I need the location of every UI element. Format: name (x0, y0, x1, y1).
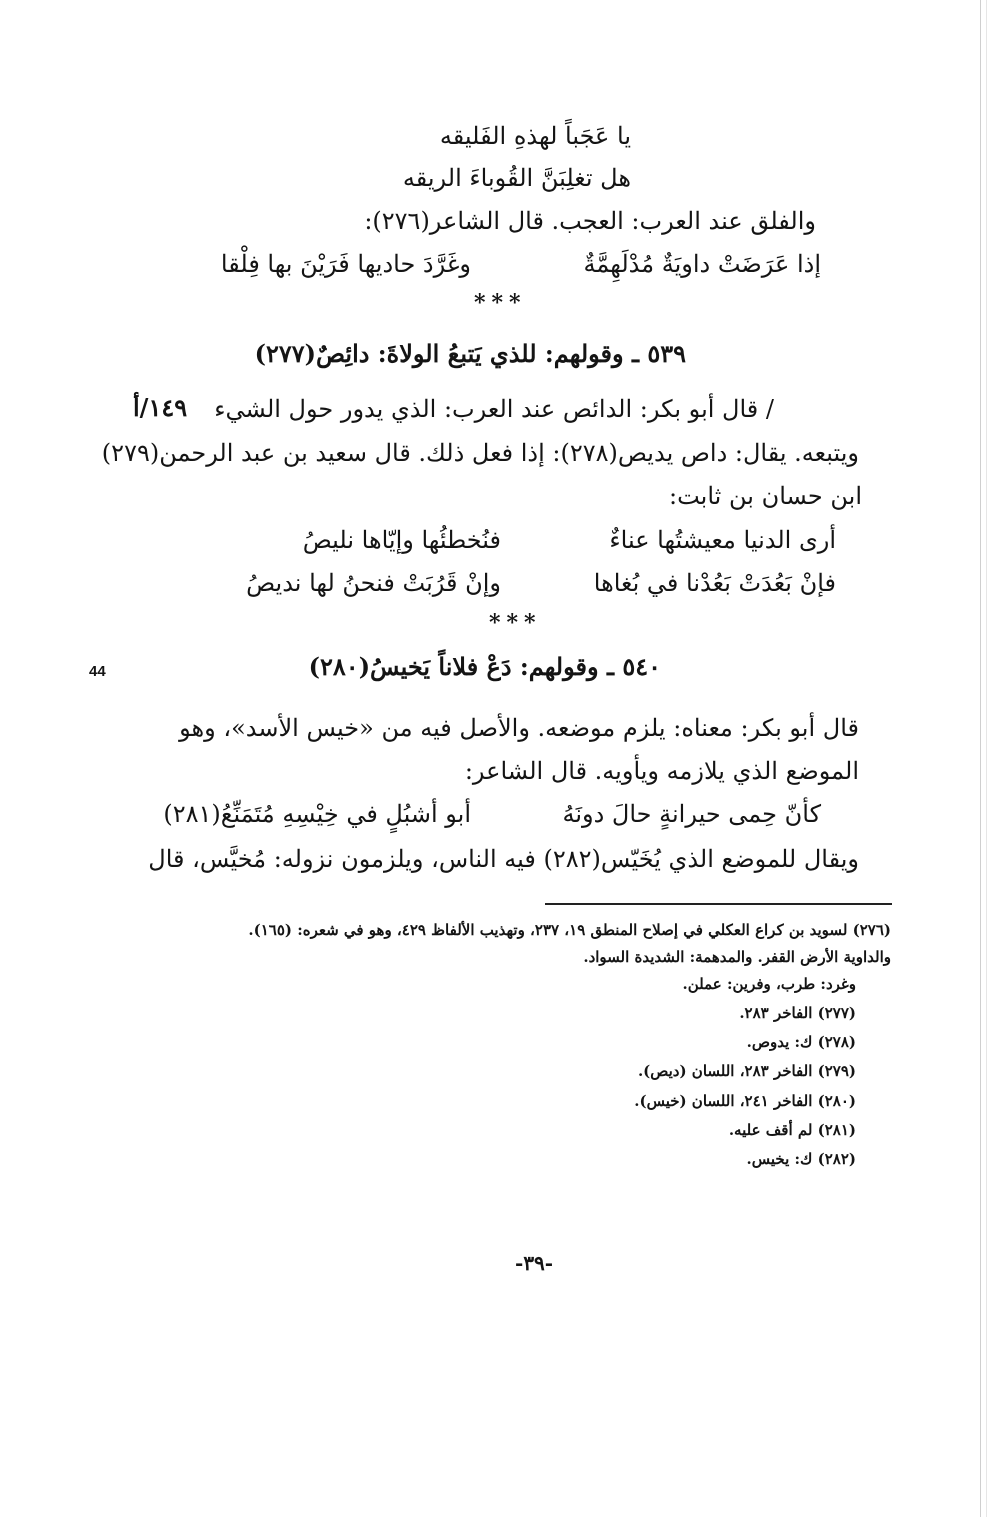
entry-540-line-3: ويقال للموضع الذي يُخَيّس(٢٨٢) فيه الناس، ويلزمون نزوله: مُخيَّس، قال (148, 845, 859, 873)
page-number: -٣٩- (515, 1251, 554, 1275)
entry-539-verse-1-second: فنُخطئُها وإيّاها نليصُ (302, 526, 501, 554)
entry-539-line-1: / قال أبو بكر: الدائص عند العرب: الذي يدور حول الشيء (214, 395, 774, 423)
section-divider: *** (474, 290, 527, 316)
side-page-number: 44 (89, 663, 106, 680)
entry-539-verse-1-first: أرى الدنيا معيشتُها عناءٌ (609, 526, 836, 554)
poem-line-2: هل تغلِبَنَّ القُوباءَ الريقه (402, 164, 631, 192)
entry-539-verse-2-first: فإنْ بَعُدَتْ بَعُدْنا في بُغاها (593, 569, 836, 597)
footnote-276-continued: والداوية الأرض القفر. والمدهمة: الشديدة السواد. (583, 948, 891, 966)
footnote-276: (٢٧٦) لسويد بن كراع العكلي في إصلاح المنطق ١٩، ٢٣٧، وتهذيب الألفاظ ٤٢٩، وهو في شعره: (١٦٥). (248, 921, 891, 939)
footnote-276-continued-2: وغرد: طرب، وفرين: عملن. (682, 975, 856, 993)
footnote-281: (٢٨١) لم أقف عليه. (728, 1121, 856, 1139)
entry-540-line-2: الموضع الذي يلازمه ويأويه. قال الشاعر: (464, 757, 859, 785)
footnote-282: (٢٨٢) ك: يخيس. (746, 1150, 856, 1168)
entry-539-verse-2-second: وإنْ قَرُبَتْ فنحنُ لها نديصُ (246, 569, 501, 597)
entry-539-line-2: ويتبعه. يقال: داص يديص(٢٧٨): إذا فعل ذلك. قال سعيد بن عبد الرحمن(٢٧٩) (101, 439, 859, 467)
page-edge-line (980, 0, 981, 1517)
verse-1-first-hemistich: إذا عَرَضَتْ داويَةٌ مُدْلَهِمَّةٌ (583, 250, 821, 278)
entry-540-line-1: قال أبو بكر: معناه: يلزم موضعه. والأصل فيه من «خيس الأسد»، وهو (179, 714, 859, 742)
entry-540-verse-first: كأنّ حِمى حيرانةٍ حالَ دونَهُ (562, 800, 821, 828)
paragraph-falaq: والفلق عند العرب: العجب. قال الشاعر(٢٧٦): (364, 207, 816, 235)
footnote-277: (٢٧٧) الفاخر ٢٨٣. (739, 1004, 856, 1022)
poem-line-1: يا عَجَباً لهذهِ الفَليقه (439, 122, 631, 150)
verse-1-second-hemistich: وغَرَّدَ حاديها فَرَيْنَ بها فِلْقا (220, 250, 471, 278)
entry-539-heading: ٥٣٩ ـ وقولهم: للذي يَتبعُ الولاةَ: دائِصٌ(٢٧٧) (254, 339, 686, 368)
footnote-280: (٢٨٠) الفاخر ٢٤١، اللسان (خيس). (634, 1092, 856, 1110)
footnote-279: (٢٧٩) الفاخر ٢٨٣، اللسان (ديص). (637, 1062, 856, 1080)
section-divider-2: *** (489, 610, 542, 636)
page-edge-line-secondary (986, 0, 987, 1517)
footnote-divider (545, 903, 892, 905)
footnote-278: (٢٧٨) ك: يدوص. (746, 1033, 856, 1051)
margin-folio-reference: ١٤٩/أ (133, 393, 188, 422)
entry-539-line-3: ابن حسان بن ثابت: (669, 482, 862, 510)
entry-540-verse-second: أبو أشبُلٍ في خِيْسِهِ مُتَمَنِّعُ(٢٨١) (163, 800, 471, 828)
entry-540-heading: ٥٤٠ ـ وقولهم: دَعْ فلاناً يَخيسُ(٢٨٠) (308, 652, 661, 681)
